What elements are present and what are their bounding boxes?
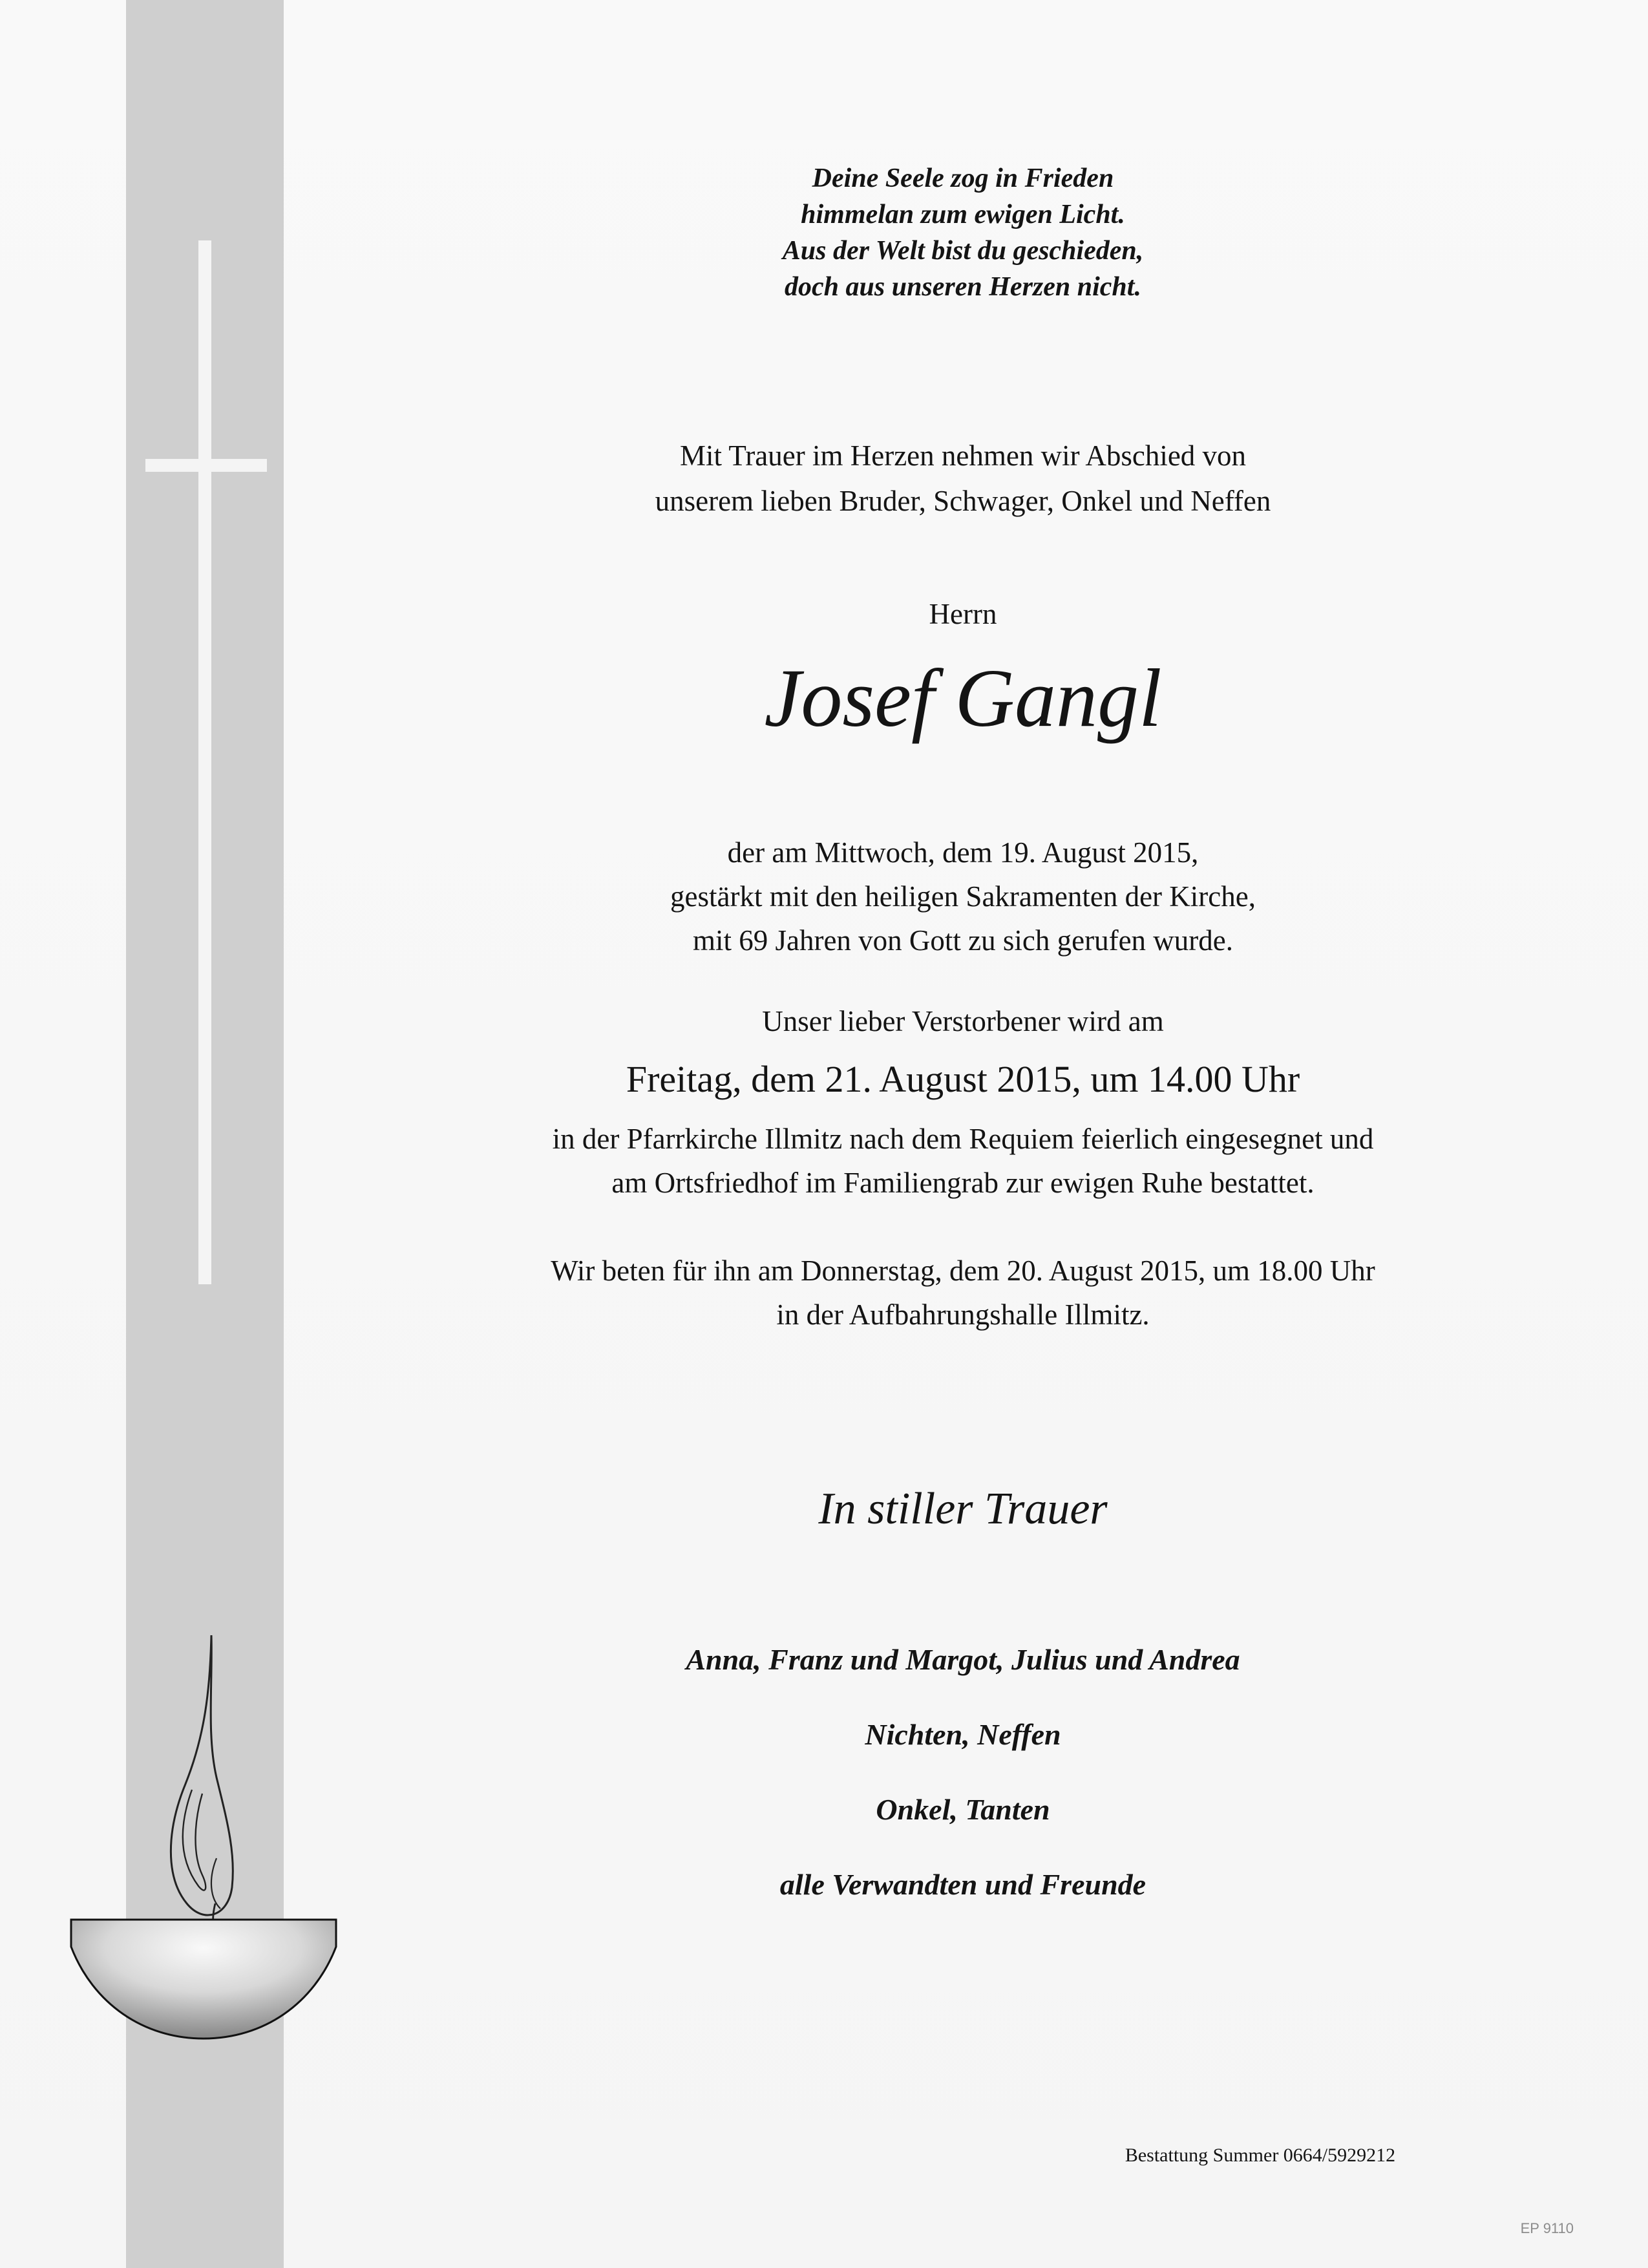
prayer-line: Wir beten für ihn am Donnerstag, dem 20. August 2015, um 18.00 Uhr [551, 1255, 1375, 1287]
funeral-date: Freitag, dem 21. August 2015, um 14.00 Uhr [626, 1058, 1300, 1100]
funeral-announcement: Unser lieber Verstorbener wird am [762, 1005, 1164, 1037]
intro-line: unserem lieben Bruder, Schwager, Onkel und Neffen [655, 485, 1271, 517]
poem-line: himmelan zum ewigen Licht. [801, 200, 1125, 229]
honorific-title: Herrn [929, 598, 997, 630]
prayer-line: in der Aufbahrungshalle Illmitz. [776, 1298, 1150, 1331]
burial-ceremony [439, 1117, 1486, 1205]
details-line: der am Mittwoch, dem 19. August 2015, [727, 836, 1199, 869]
details-line: mit 69 Jahren von Gott zu sich gerufen wurde. [692, 924, 1234, 957]
ceremony-line: in der Pfarrkirche Illmitz nach dem Requiem feierlich eingesegnet und [552, 1123, 1374, 1155]
mourning-heading: In stiller Trauer [818, 1484, 1108, 1534]
details-line: gestärkt mit den heiligen Sakramenten der Kirche, [670, 880, 1256, 913]
mourner-line: alle Verwandten und Freunde [779, 1868, 1146, 1901]
eternal-flame-bowl-icon [61, 1626, 346, 2078]
death-details [439, 831, 1486, 962]
ceremony-line: am Ortsfriedhof im Familiengrab zur ewigen Ruhe bestattet. [611, 1167, 1315, 1199]
cross-icon [198, 240, 211, 1284]
poem-line: Aus der Welt bist du geschieden, [782, 236, 1144, 266]
cross-icon-bar [145, 459, 267, 472]
intro-line: Mit Trauer im Herzen nehmen wir Abschied von [679, 440, 1247, 472]
flame-inner-detail [211, 1858, 220, 1909]
prayer-service [439, 1249, 1486, 1337]
mourner-line: Nichten, Neffen [865, 1718, 1061, 1751]
flame-inner [183, 1790, 206, 1891]
farewell-intro [439, 433, 1486, 524]
mourner-line: Anna, Franz und Margot, Julius und Andrea [686, 1643, 1240, 1676]
memorial-poem [439, 160, 1486, 305]
bowl [71, 1920, 336, 2039]
undertaker-contact: Bestattung Summer 0664/5929212 [1125, 2145, 1396, 2166]
mourner-line: Onkel, Tanten [876, 1793, 1050, 1826]
poem-line: doch aus unseren Herzen nicht. [785, 272, 1141, 302]
poem-line: Deine Seele zog in Frieden [812, 164, 1114, 193]
deceased-name: Josef Gangl [764, 652, 1162, 744]
document-code: EP 9110 [1520, 2220, 1574, 2236]
mourners-list [439, 1622, 1486, 1922]
